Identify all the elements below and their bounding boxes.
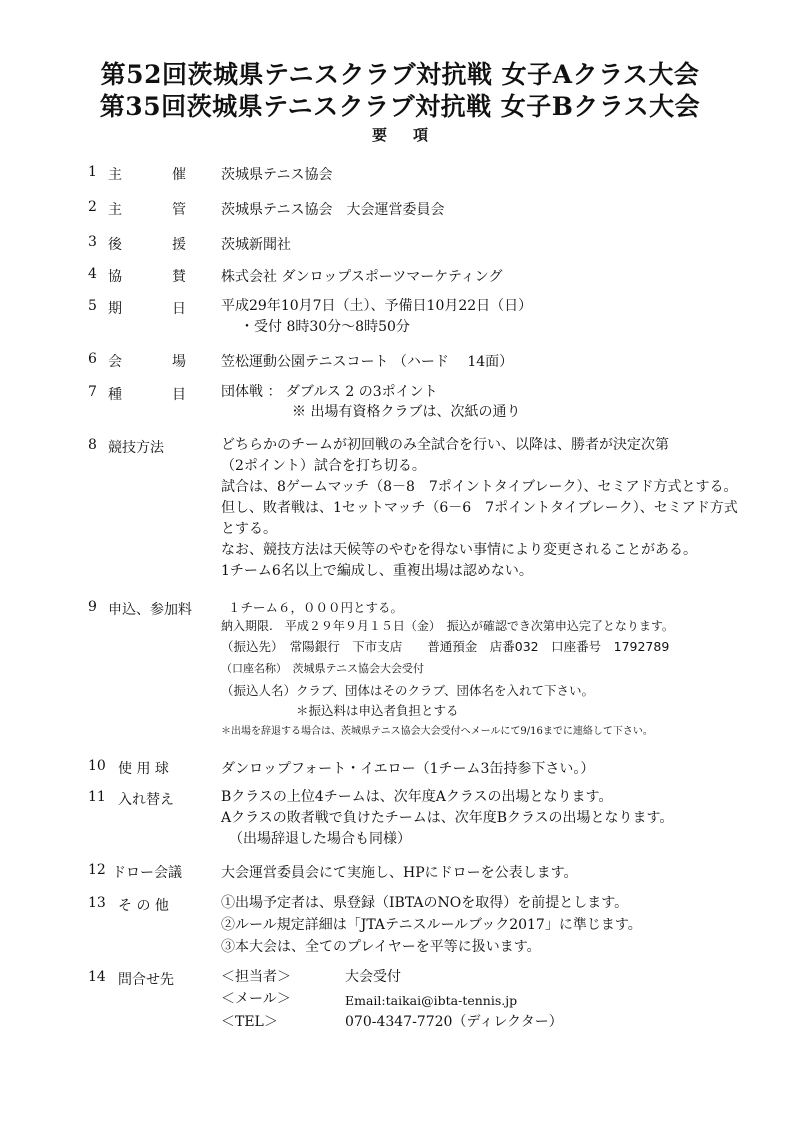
event-line: 団体戦 ： ダブルス 2 の3ポイント [221,384,438,400]
item-number: 4 [88,266,97,282]
item-number: 3 [88,234,97,250]
item-content: 大会運営委員会にて実施し、HPにドローを公表します。 [221,865,578,881]
item-number: 2 [88,199,97,215]
other-line: ①出場予定者は、県登録（IBTAのNOを取得）を前提とします。 [221,895,629,911]
item-content: ダンロップフォート・イエロー（1チーム3缶持参下さい。） [221,761,595,777]
promotion-line: Bクラスの上位4チームは、次年度Aクラスの出場となります。 [221,789,613,805]
item-number: 13 [88,895,106,911]
item-content: 茨城県テニス協会 大会運営委員会 [221,202,445,218]
item-number: 6 [88,351,97,367]
withdrawal-notice: ＊出場を辞退する場合は、茨城県テニス協会大会受付へメールにて9/16までに連絡して下さい。 [221,726,653,737]
email-link[interactable]: Email:taikai@ibta-tennis.jp [345,993,518,1008]
title-line-2: 第35回茨城県テニスクラブ対抗戦 女子Bクラス大会 [99,92,701,121]
transfer-fee-note: ＊振込料は申込者負担とする [296,703,459,718]
item-content: 茨城県テニス協会 [221,167,333,183]
item-number: 11 [88,789,106,805]
account-name: （口座名称） 茨城県テニス協会大会受付 [221,662,425,675]
promotion-line: （出場辞退した場合も同様） [229,831,411,847]
promotion-line: Aクラスの敗者戦で負けたチームは、次年度Bクラスの出場となります。 [221,810,674,826]
item-number: 1 [88,164,97,180]
method-line: どちらかのチームが初回戦のみ全試合を行い、以降は、勝者が決定次第 [221,437,669,453]
email-label: ＜メール＞ [221,991,291,1007]
item-label: 後 援 [108,237,204,253]
tel-value: 070-4347-7720（ディレクター） [345,1014,563,1030]
item-number: 7 [88,384,97,400]
item-label: 使 用 球 [118,761,169,777]
other-line: ③本大会は、全てのプレイヤーを平等に扱います。 [221,939,541,955]
item-label: 問合せ先 [118,972,174,988]
event-note: ※ 出場有資格クラブは、次紙の通り [292,404,521,420]
method-line: 1チーム6名以上で編成し、重複出場は認めない。 [221,563,533,579]
item-label: 期 日 [108,301,204,317]
contact-person-value: 大会受付 [345,969,401,985]
item-content: 茨城新聞社 [221,237,291,253]
contact-person-label: ＜担当者＞ [221,969,291,985]
item-number: 8 [88,437,97,453]
other-line: ②ルール規定詳細は「JTAテニスルールブック2017」に準じます。 [221,917,642,933]
item-label: ドロー会議 [112,865,182,881]
item-label: 協 賛 [108,269,204,285]
bank-account: （振込先） 常陽銀行 下市支店 普通預金 店番032 口座番号 1792789 [221,639,670,654]
item-number: 9 [88,599,97,615]
method-line: 但し、敗者戦は、1セットマッチ（6－6 7ポイントタイブレーク）、セミアド方式 [221,500,738,516]
item-label: 会 場 [108,354,204,370]
item-label: 入れ替え [118,792,174,808]
method-line: 試合は、8ゲームマッチ（8－8 7ポイントタイブレーク）、セミアド方式とする。 [221,479,738,495]
method-line: とする。 [221,521,277,537]
item-number: 5 [88,298,97,314]
item-label: そ の 他 [118,898,169,914]
item-content: 株式会社 ダンロップスポーツマーケティング [221,269,503,285]
date-line: 平成29年10月7日（土）、予備日10月22日（日） [221,298,533,314]
fee-line: １チーム６，０００円とする。 [228,600,404,615]
payment-deadline: 納入期限. 平成２９年９月１５日（金） 振込が確認でき次第申込完了となります。 [221,619,674,633]
method-line: なお、競技方法は天候等のやむを得ない事情により変更されることがある。 [221,542,697,558]
title-line-1: 第52回茨城県テニスクラブ対抗戦 女子Aクラス大会 [100,60,700,89]
method-line: （2ポイント）試合を打ち切る。 [221,458,426,474]
tel-label: ＜TEL＞ [221,1014,278,1030]
item-label: 主 管 [108,202,204,218]
subtitle: 要項 [371,126,454,144]
reception-time: ・受付 8時30分～8時50分 [240,319,410,335]
item-label: 主 催 [108,167,204,183]
item-number: 10 [88,758,106,774]
item-label: 種 目 [108,387,204,403]
item-label: 申込、参加料 [108,602,192,618]
item-number: 12 [88,862,106,878]
item-label: 競技方法 [108,440,164,456]
item-content: 笠松運動公園テニスコート （ハード 14面） [221,354,514,370]
item-number: 14 [88,969,106,985]
payer-name-note: （振込人名）クラブ、団体はそのクラブ、団体名を入れて下さい。 [221,683,595,698]
